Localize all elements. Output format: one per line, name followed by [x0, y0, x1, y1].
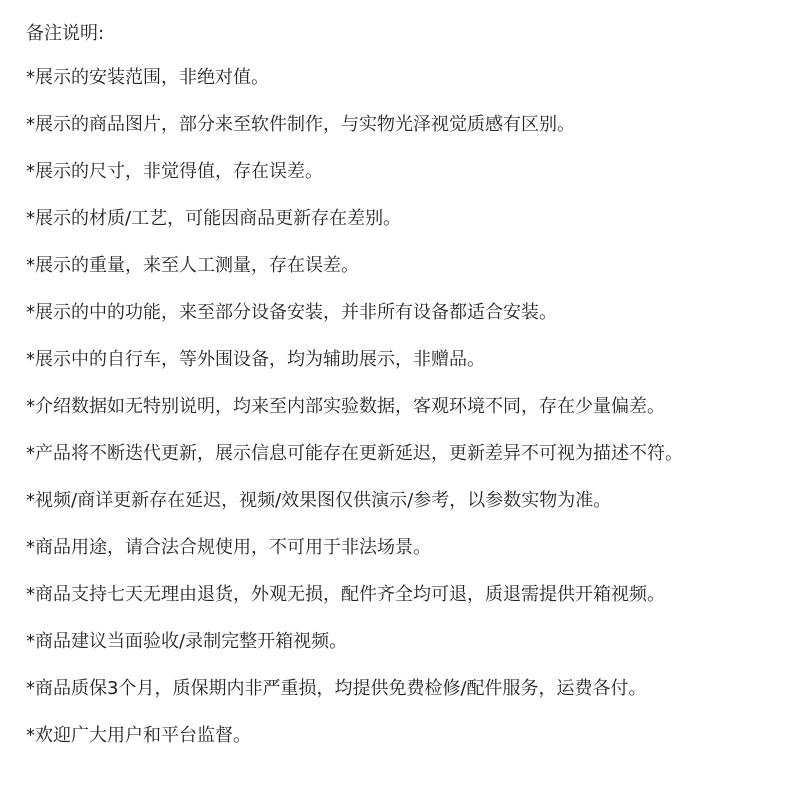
notes-heading: 备注说明:	[26, 23, 105, 44]
note-item: *商品用途，请合法合规使用，不可用于非法场景。	[26, 537, 431, 558]
note-item: *商品支持七天无理由退货，外观无损，配件齐全均可退，质退需提供开箱视频。	[26, 584, 665, 605]
note-item: *展示的材质/工艺，可能因商品更新存在差别。	[26, 208, 402, 229]
note-item: *视频/商详更新存在延迟，视频/效果图仅供演示/参考，以参数实物为准。	[26, 490, 612, 511]
note-item: *商品质保3个月，质保期内非严重损，均提供免费检修/配件服务，运费各付。	[26, 678, 647, 699]
note-item: *展示中的自行车，等外围设备，均为辅助展示，非赠品。	[26, 349, 485, 370]
note-item: *展示的商品图片，部分来至软件制作，与实物光泽视觉质感有区别。	[26, 114, 575, 135]
note-item: *展示的重量，来至人工测量，存在误差。	[26, 255, 359, 276]
note-item: *介绍数据如无特别说明，均来至内部实验数据，客观环境不同，存在少量偏差。	[26, 396, 665, 417]
note-item: *商品建议当面验收/录制完整开箱视频。	[26, 631, 348, 652]
note-item: *展示的安装范围，非绝对值。	[26, 67, 269, 88]
note-item: *产品将不断迭代更新，展示信息可能存在更新延迟，更新差异不可视为描述不符。	[26, 443, 683, 464]
note-item: *展示的中的功能，来至部分设备安装，并非所有设备都适合安装。	[26, 302, 557, 323]
note-item: *欢迎广大用户和平台监督。	[26, 725, 251, 746]
note-item: *展示的尺寸，非觉得值，存在误差。	[26, 161, 323, 182]
notes-section	[26, 14, 786, 759]
